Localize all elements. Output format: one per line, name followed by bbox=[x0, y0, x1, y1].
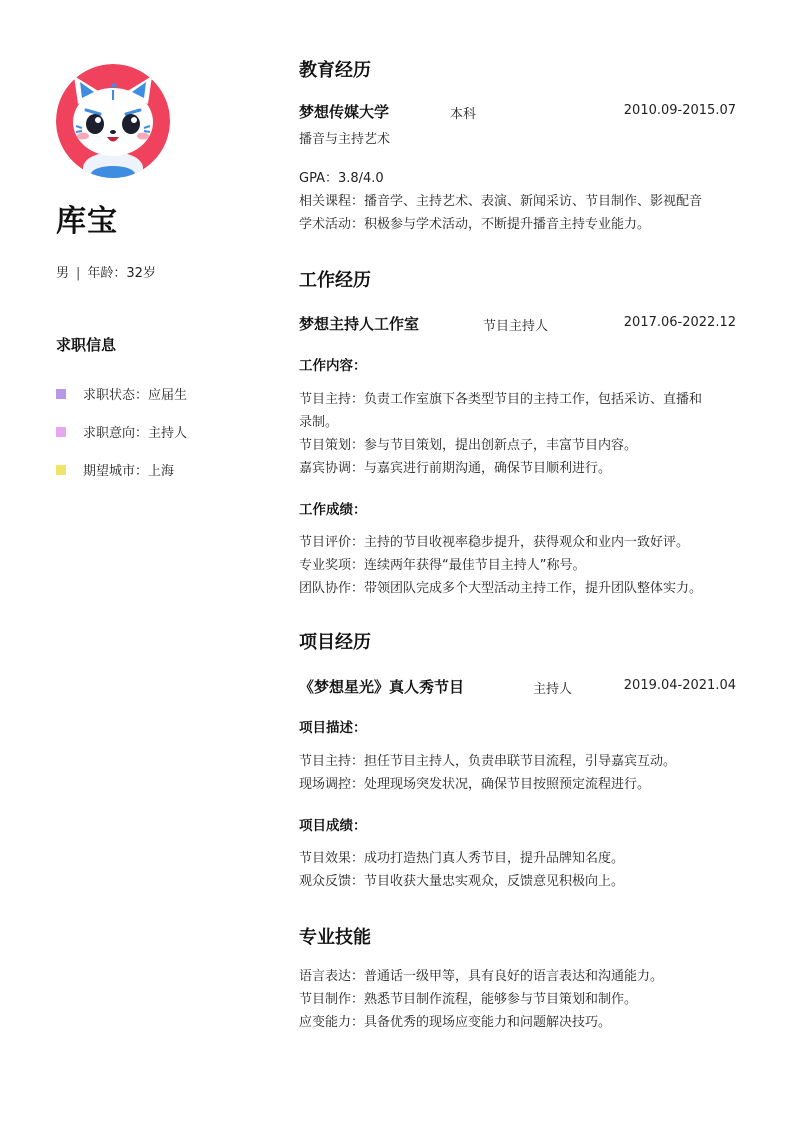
purple-square-icon bbox=[56, 389, 66, 399]
job-intent-position-label: 求职意向：主持人 bbox=[83, 426, 188, 441]
job-intent-list bbox=[56, 384, 187, 498]
skills-title: 专业技能 bbox=[299, 927, 371, 948]
job-intent-status-label: 求职状态：应届生 bbox=[83, 388, 188, 403]
school-name: 梦想传媒大学 bbox=[299, 103, 390, 121]
avatar bbox=[56, 64, 170, 178]
project-role: 主持人 bbox=[533, 682, 573, 697]
yellow-square-icon bbox=[56, 465, 66, 475]
project-header bbox=[299, 676, 736, 698]
skill-line: 语言表达：普通话一级甲等，具有良好的语言表达和沟通能力。 bbox=[299, 969, 664, 984]
work-achievements-title: 工作成绩： bbox=[299, 502, 367, 518]
project-desc-line: 节目主持：担任节目主持人，负责串联节目流程，引导嘉宾互动。 bbox=[299, 754, 677, 769]
job-intent-status bbox=[56, 384, 187, 403]
work-content-line: 节目策划：参与节目策划，提出创新点子，丰富节目内容。 bbox=[299, 438, 638, 453]
company-name: 梦想主持人工作室 bbox=[299, 315, 420, 333]
education-date: 2010.09-2015.07 bbox=[623, 103, 736, 118]
work-content-line: 录制。 bbox=[299, 415, 339, 430]
work-role: 节目主持人 bbox=[483, 319, 549, 334]
info-separator: | bbox=[76, 266, 81, 281]
project-date: 2019.04-2021.04 bbox=[623, 678, 736, 693]
education-header bbox=[299, 101, 736, 123]
mascot-avatar-icon bbox=[56, 64, 170, 178]
job-intent-city bbox=[56, 460, 187, 479]
work-content-line: 嘉宾协调：与嘉宾进行前期沟通，确保节目顺利进行。 bbox=[299, 461, 612, 476]
project-desc-line: 现场调控：处理现场突发状况，确保节目按照预定流程进行。 bbox=[299, 777, 651, 792]
degree: 本科 bbox=[450, 107, 477, 122]
project-desc-title: 项目描述： bbox=[299, 720, 367, 736]
work-achievement-line: 团队协作：带领团队完成多个大型活动主持工作，提升团队整体实力。 bbox=[299, 581, 703, 596]
skill-line: 应变能力：具备优秀的现场应变能力和问题解决技巧。 bbox=[299, 1015, 612, 1030]
major: 播音与主持艺术 bbox=[299, 132, 391, 147]
job-intent-title: 求职信息 bbox=[56, 336, 117, 354]
courses: 相关课程：播音学、主持艺术、表演、新闻采访、节目制作、影视配音 bbox=[299, 194, 703, 209]
project-result-line: 节目效果：成功打造热门真人秀节目，提升品牌知名度。 bbox=[299, 851, 625, 866]
work-achievement-line: 节目评价：主持的节目收视率稳步提升，获得观众和业内一致好评。 bbox=[299, 535, 690, 550]
academic-activities: 学术活动：积极参与学术活动，不断提升播音主持专业能力。 bbox=[299, 217, 651, 232]
skill-line: 节目制作：熟悉节目制作流程，能够参与节目策划和制作。 bbox=[299, 992, 638, 1007]
job-intent-position bbox=[56, 422, 187, 441]
age: 年龄：32岁 bbox=[87, 266, 156, 281]
candidate-name: 库宝 bbox=[56, 204, 118, 239]
work-content-line: 节目主持：负责工作室旗下各类型节目的主持工作，包括采访、直播和 bbox=[299, 392, 703, 407]
pink-square-icon bbox=[56, 427, 66, 437]
project-results-title: 项目成绩： bbox=[299, 818, 367, 834]
work-date: 2017.06-2022.12 bbox=[623, 315, 736, 330]
work-content-title: 工作内容： bbox=[299, 358, 367, 374]
gpa: GPA：3.8/4.0 bbox=[299, 171, 384, 186]
work-title: 工作经历 bbox=[299, 270, 371, 291]
project-result-line: 观众反馈：节目收获大量忠实观众，反馈意见积极向上。 bbox=[299, 874, 625, 889]
work-achievement-line: 专业奖项：连续两年获得“最佳节目主持人”称号。 bbox=[299, 558, 586, 573]
basic-info bbox=[56, 262, 156, 281]
education-title: 教育经历 bbox=[299, 60, 371, 81]
project-name: 《梦想星光》真人秀节目 bbox=[299, 678, 465, 696]
project-title: 项目经历 bbox=[299, 632, 371, 653]
job-intent-city-label: 期望城市：上海 bbox=[83, 464, 175, 479]
work-header bbox=[299, 313, 736, 335]
gender: 男 bbox=[56, 266, 70, 281]
